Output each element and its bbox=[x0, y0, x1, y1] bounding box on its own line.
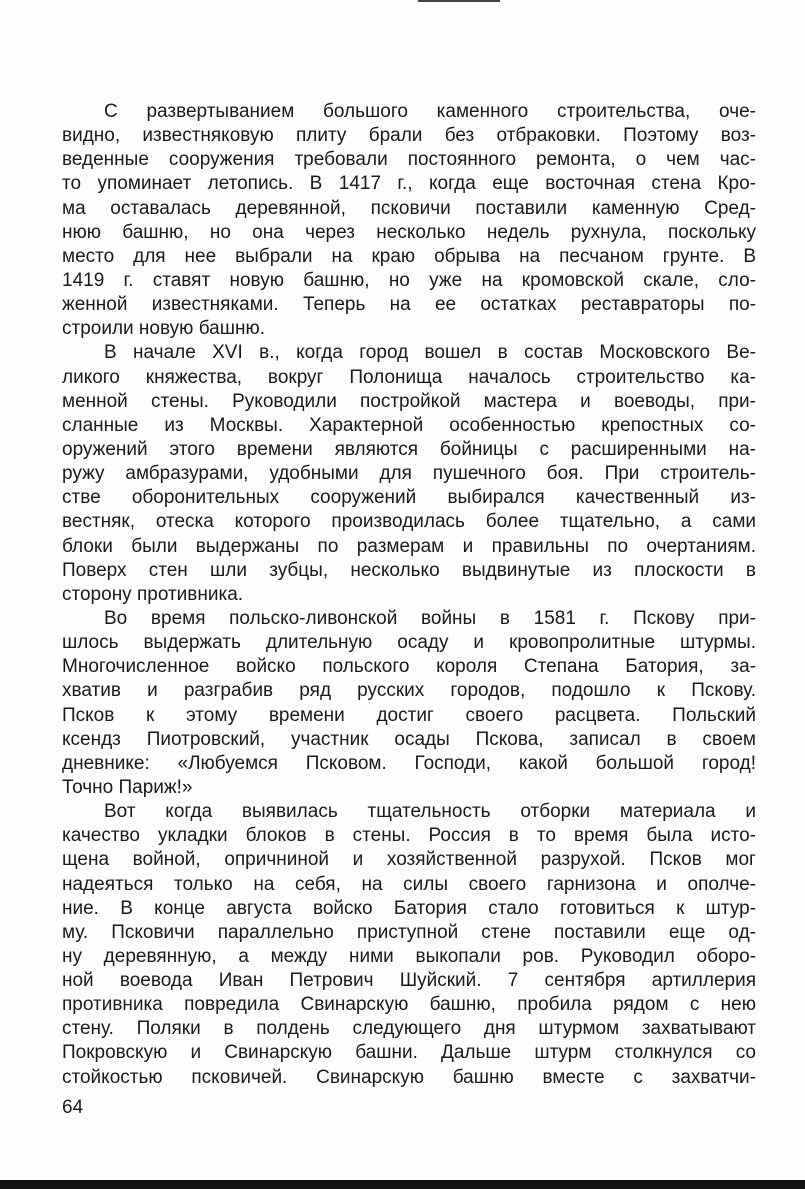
text-line: стойкостью псковичей. Свинарскую башню вместе с захватчи- bbox=[62, 1066, 756, 1088]
text-line: видно, известняковую плиту брали без отбраковки. Поэтому воз- bbox=[62, 125, 756, 147]
text-line: Многочисленное войско польского короля Степана Батория, за- bbox=[62, 656, 756, 678]
text-line: стве оборонительных сооружений выбирался качественный из- bbox=[62, 487, 756, 509]
text-line: Вот когда выявилась тщательность отборки материала и bbox=[104, 801, 756, 823]
text-line: блоки были выдержаны по размерам и правильны по очертаниям. bbox=[62, 535, 756, 557]
text-line: 1419 г. ставят новую башню, но уже на кромовской скале, сло- bbox=[62, 269, 756, 291]
text-line: шлось выдержать длительную осаду и кровопролитные штурмы. bbox=[62, 632, 756, 654]
text-line: ружу амбразурами, удобными для пушечного боя. При строитель- bbox=[62, 463, 756, 485]
text-line: строили новую башню. bbox=[62, 318, 265, 340]
text-line: вестняк, отеска которого производилась более тщательно, а сами bbox=[62, 511, 756, 533]
text-line: сторону противника. bbox=[62, 583, 244, 605]
text-line: Точно Париж!» bbox=[62, 776, 193, 798]
text-line: Покровскую и Свинарскую башни. Дальше штурм столкнулся со bbox=[62, 1042, 756, 1064]
text-line: В начале XVI в., когда город вошел в состав Московского Ве- bbox=[104, 342, 756, 364]
text-line: Псков к этому времени достиг своего расцвета. Польский bbox=[62, 704, 756, 726]
text-line: С развертыванием большого каменного строительства, оче- bbox=[104, 101, 756, 122]
text-line: веденные сооружения требовали постоянного ремонта, о чем час- bbox=[62, 149, 756, 171]
text-line: дневнике: «Любуемся Псковом. Господи, какой большой город! bbox=[62, 752, 756, 774]
text-line: щена войной, опричниной и хозяйственной разрухой. Псков мог bbox=[62, 849, 756, 871]
paragraph bbox=[62, 800, 756, 1090]
text-line: хватив и разграбив ряд русских городов, подошло к Пскову. bbox=[62, 680, 756, 702]
paragraph bbox=[62, 607, 756, 800]
body-text bbox=[62, 100, 756, 1090]
text-line: ликого княжества, вокруг Полонища началось строительство ка- bbox=[62, 366, 756, 388]
text-line: женной известняками. Теперь на ее остатках реставраторы по- bbox=[62, 294, 756, 316]
text-line: нюю башню, но она через несколько недель рухнула, поскольку bbox=[62, 221, 756, 243]
paragraph bbox=[62, 100, 756, 341]
paragraph bbox=[62, 341, 756, 607]
text-line: менной стены. Руководили постройкой мастера и воеводы, при- bbox=[62, 390, 756, 412]
text-line: противника повредила Свинарскую башню, пробила рядом с нею bbox=[62, 994, 756, 1016]
text-line: ксендз Пиотровский, участник осады Пскова, записал в своем bbox=[62, 728, 756, 750]
text-line: то упоминает летопись. В 1417 г., когда еще восточная стена Кро- bbox=[62, 173, 756, 195]
text-line: ма оставалась деревянной, псковичи поставили каменную Сред- bbox=[62, 197, 756, 219]
top-rule bbox=[418, 0, 500, 2]
text-line: стену. Поляки в полдень следующего дня штурмом захватывают bbox=[62, 1018, 756, 1040]
text-line: сланные из Москвы. Характерной особенностью крепостных со- bbox=[62, 414, 756, 436]
text-line: качество укладки блоков в стены. Россия в то время была исто- bbox=[62, 825, 756, 847]
text-line: ной воевода Иван Петрович Шуйский. 7 сентября артиллерия bbox=[62, 970, 756, 992]
text-line: му. Псковичи параллельно приступной стене поставили еще од- bbox=[62, 921, 756, 943]
text-line: ну деревянную, а между ними выкопали ров. Руководил оборо- bbox=[62, 945, 756, 967]
text-line: место для нее выбрали на краю обрыва на песчаном грунте. В bbox=[62, 245, 756, 267]
text-line: ние. В конце августа войско Батория стало готовиться к штур- bbox=[62, 897, 756, 919]
text-line: оружений этого времени являются бойницы с расширенными на- bbox=[62, 438, 756, 460]
text-line: Во время польско-ливонской войны в 1581 г. Пскову при- bbox=[104, 607, 756, 629]
page-number: 64 bbox=[62, 1097, 84, 1118]
text-line: надеяться только на себя, на силы своего гарнизона и ополче- bbox=[62, 873, 756, 895]
text-line: Поверх стен шли зубцы, несколько выдвинутые из плоскости в bbox=[62, 559, 756, 581]
bottom-scan-edge bbox=[0, 1180, 805, 1189]
